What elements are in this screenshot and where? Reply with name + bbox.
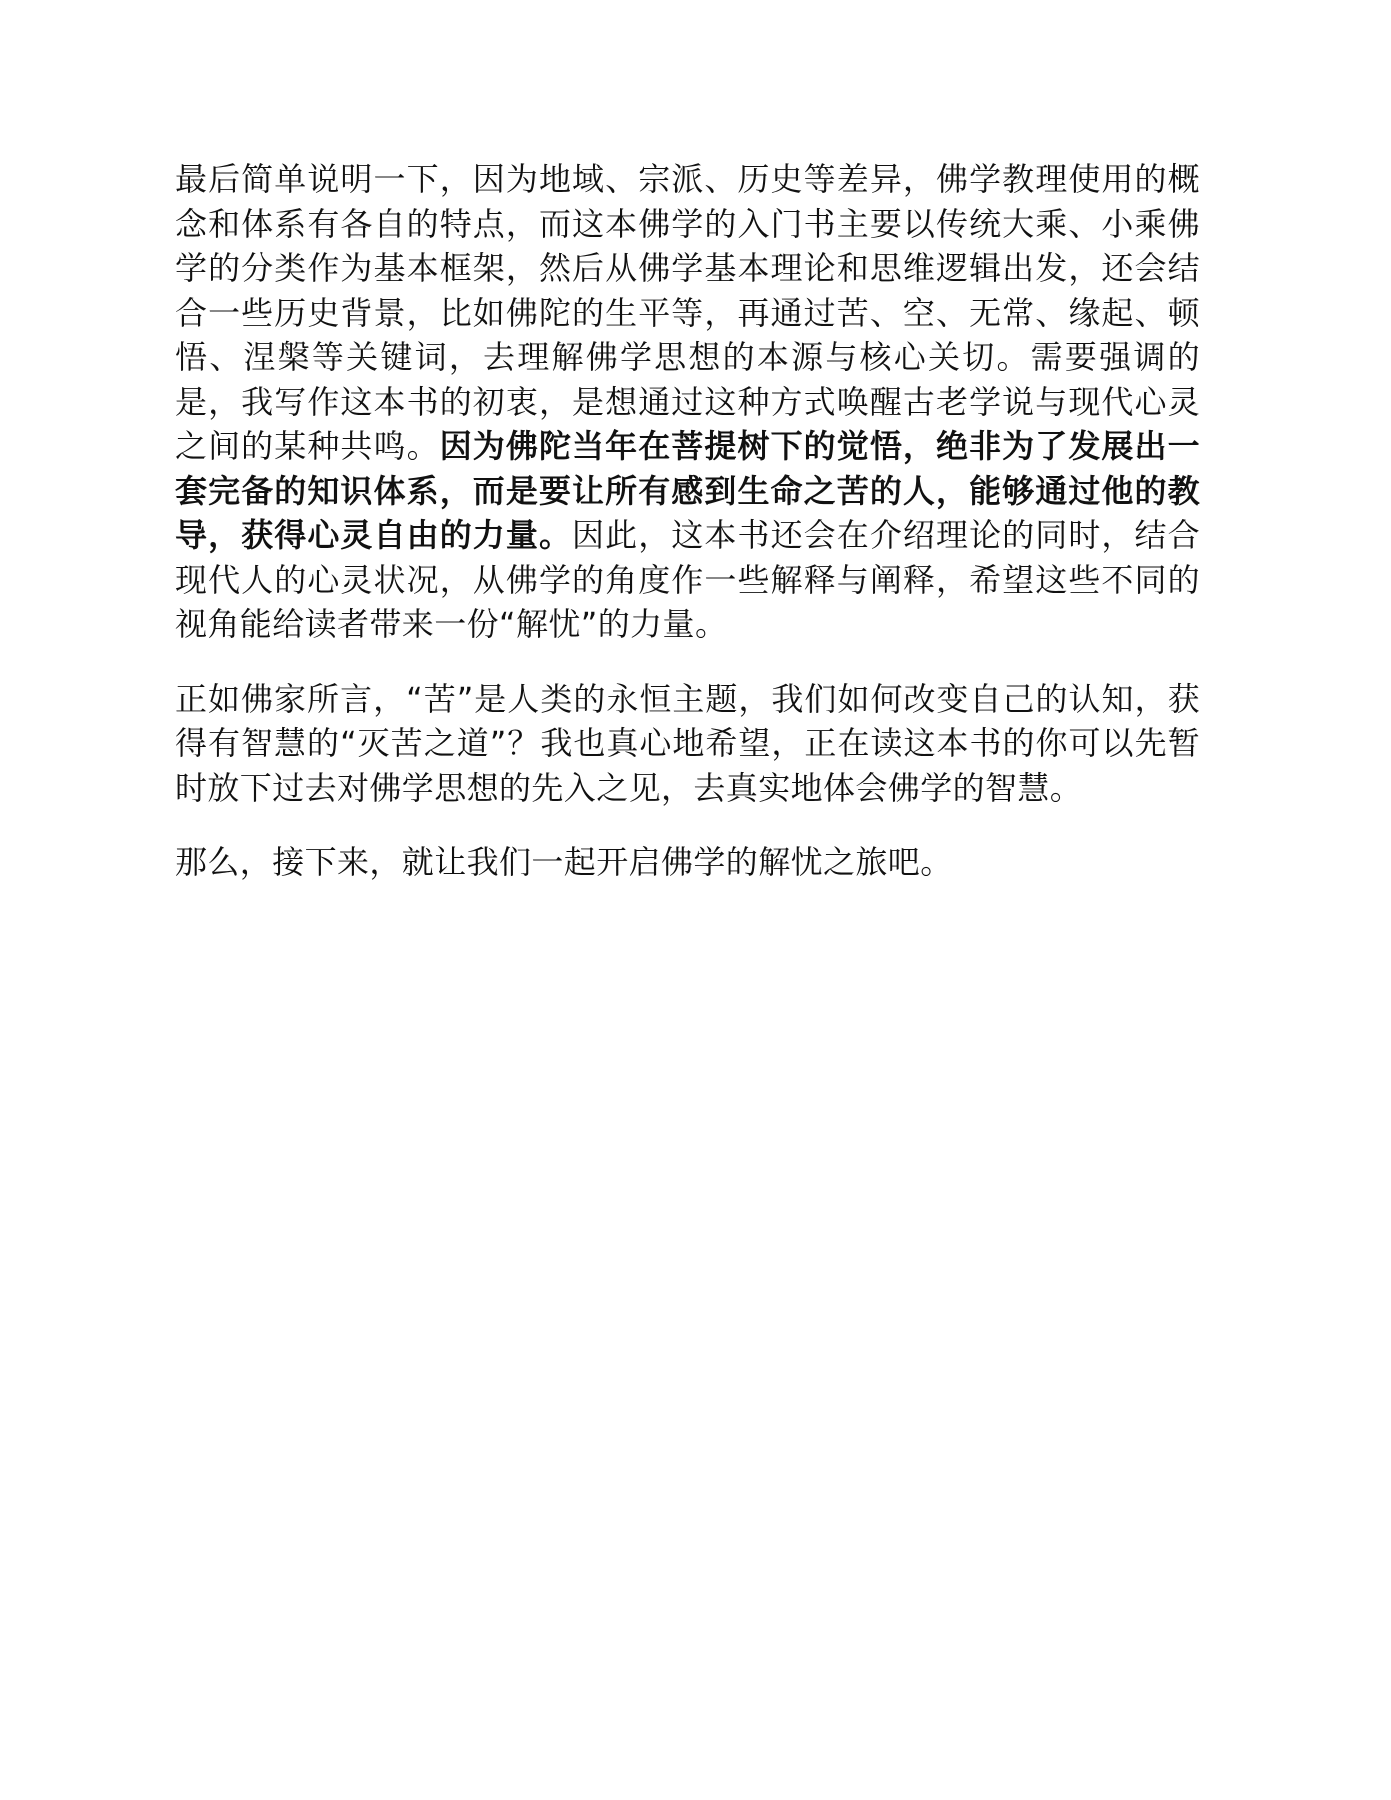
document-body	[175, 157, 1200, 885]
paragraph-2: 正如佛家所言，“苦”是人类的永恒主题，我们如何改变自己的认知，获得有智慧的“灭苦之道”？我也真心地希望，正在读这本书的你可以先暂时放下过去对佛学思想的先入之见，去真实地体会佛学的智慧。	[175, 679, 1200, 807]
paragraph-1-text-continued: 因此，这本书还会在介绍理论的同时，结合现代人的心灵状况，从佛学的角度作一些解释与阐释，希望这些不同的视角能给读者带来一份“解忧”的力量。	[175, 516, 1200, 643]
paragraph-1	[175, 157, 1200, 647]
paragraph-3: 那么，接下来，就让我们一起开启佛学的解忧之旅吧。	[175, 843, 953, 881]
paragraph-1-text: 最后简单说明一下，因为地域、宗派、历史等差异，佛学教理使用的概念和体系有各自的特点，而这本佛学的入门书主要以传统大乘、小乘佛学的分类作为基本框架，然后从佛学基本理论和思维逻辑出发，还会结合一些历史背景，比如佛陀的生平等，再通过苦、空、无常、缘起、顿悟、涅槃等关键词，去理解佛学思想的本源与核心关切。需要强调的是，我写作这本书的初衷，是想通过这种方式唤醒古老学说与现代心灵之间的某种共鸣。	[175, 160, 1200, 465]
paragraph-1-bold-text: 因为佛陀当年在菩提树下的觉悟，绝非为了发展出一套完备的知识体系，而是要让所有感到生命之苦的人，能够通过他的教导，获得心灵自由的力量。	[175, 427, 1201, 554]
